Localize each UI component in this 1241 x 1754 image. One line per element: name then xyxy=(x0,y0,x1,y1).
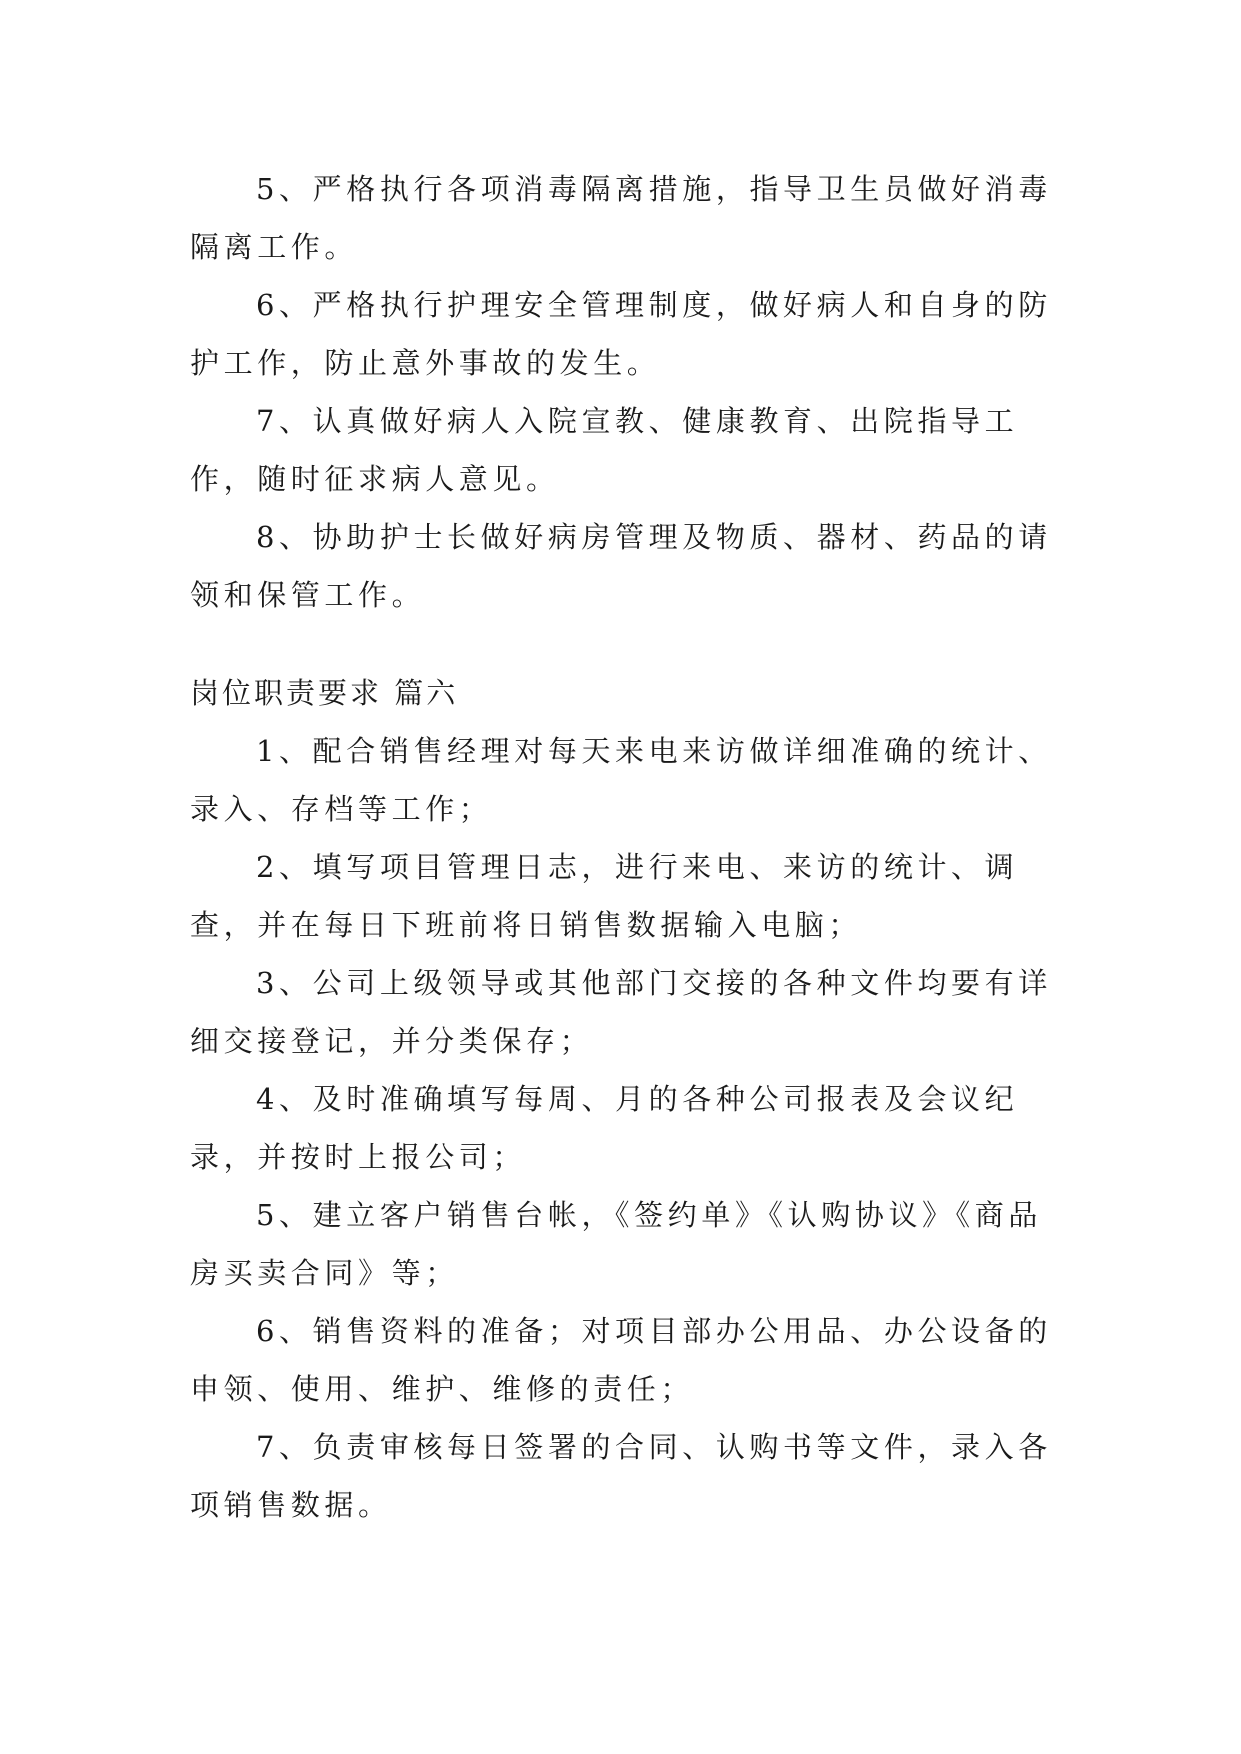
list-item: 4、及时准确填写每周、月的各种公司报表及会议纪录，并按时上报公司； xyxy=(190,1082,1019,1174)
list-item: 6、销售资料的准备；对项目部办公用品、办公设备的申领、使用、维护、维修的责任； xyxy=(190,1314,1052,1406)
section-heading: 岗位职责要求 篇六 xyxy=(190,676,459,710)
document-body xyxy=(190,160,1070,1534)
list-item: 5、建立客户销售台帐，《签约单》《认购协议》《商品房买卖合同》等； xyxy=(190,1198,1042,1290)
list-item: 3、公司上级领导或其他部门交接的各种文件均要有详细交接登记，并分类保存； xyxy=(190,966,1052,1058)
list-item: 1、配合销售经理对每天来电来访做详细准确的统计、录入、存档等工作； xyxy=(190,734,1052,826)
list-item: 6、严格执行护理安全管理制度，做好病人和自身的防护工作，防止意外事故的发生。 xyxy=(190,288,1052,380)
section-spacer xyxy=(190,624,1070,664)
list-item: 7、负责审核每日签署的合同、认购书等文件，录入各项销售数据。 xyxy=(190,1430,1052,1522)
list-item: 2、填写项目管理日志，进行来电、来访的统计、调查，并在每日下班前将日销售数据输入电脑； xyxy=(190,850,1019,942)
list-item: 7、认真做好病人入院宣教、健康教育、出院指导工作，随时征求病人意见。 xyxy=(190,404,1019,496)
list-item: 8、协助护士长做好病房管理及物质、器材、药品的请领和保管工作。 xyxy=(190,520,1052,612)
list-item: 5、严格执行各项消毒隔离措施，指导卫生员做好消毒隔离工作。 xyxy=(190,172,1052,264)
